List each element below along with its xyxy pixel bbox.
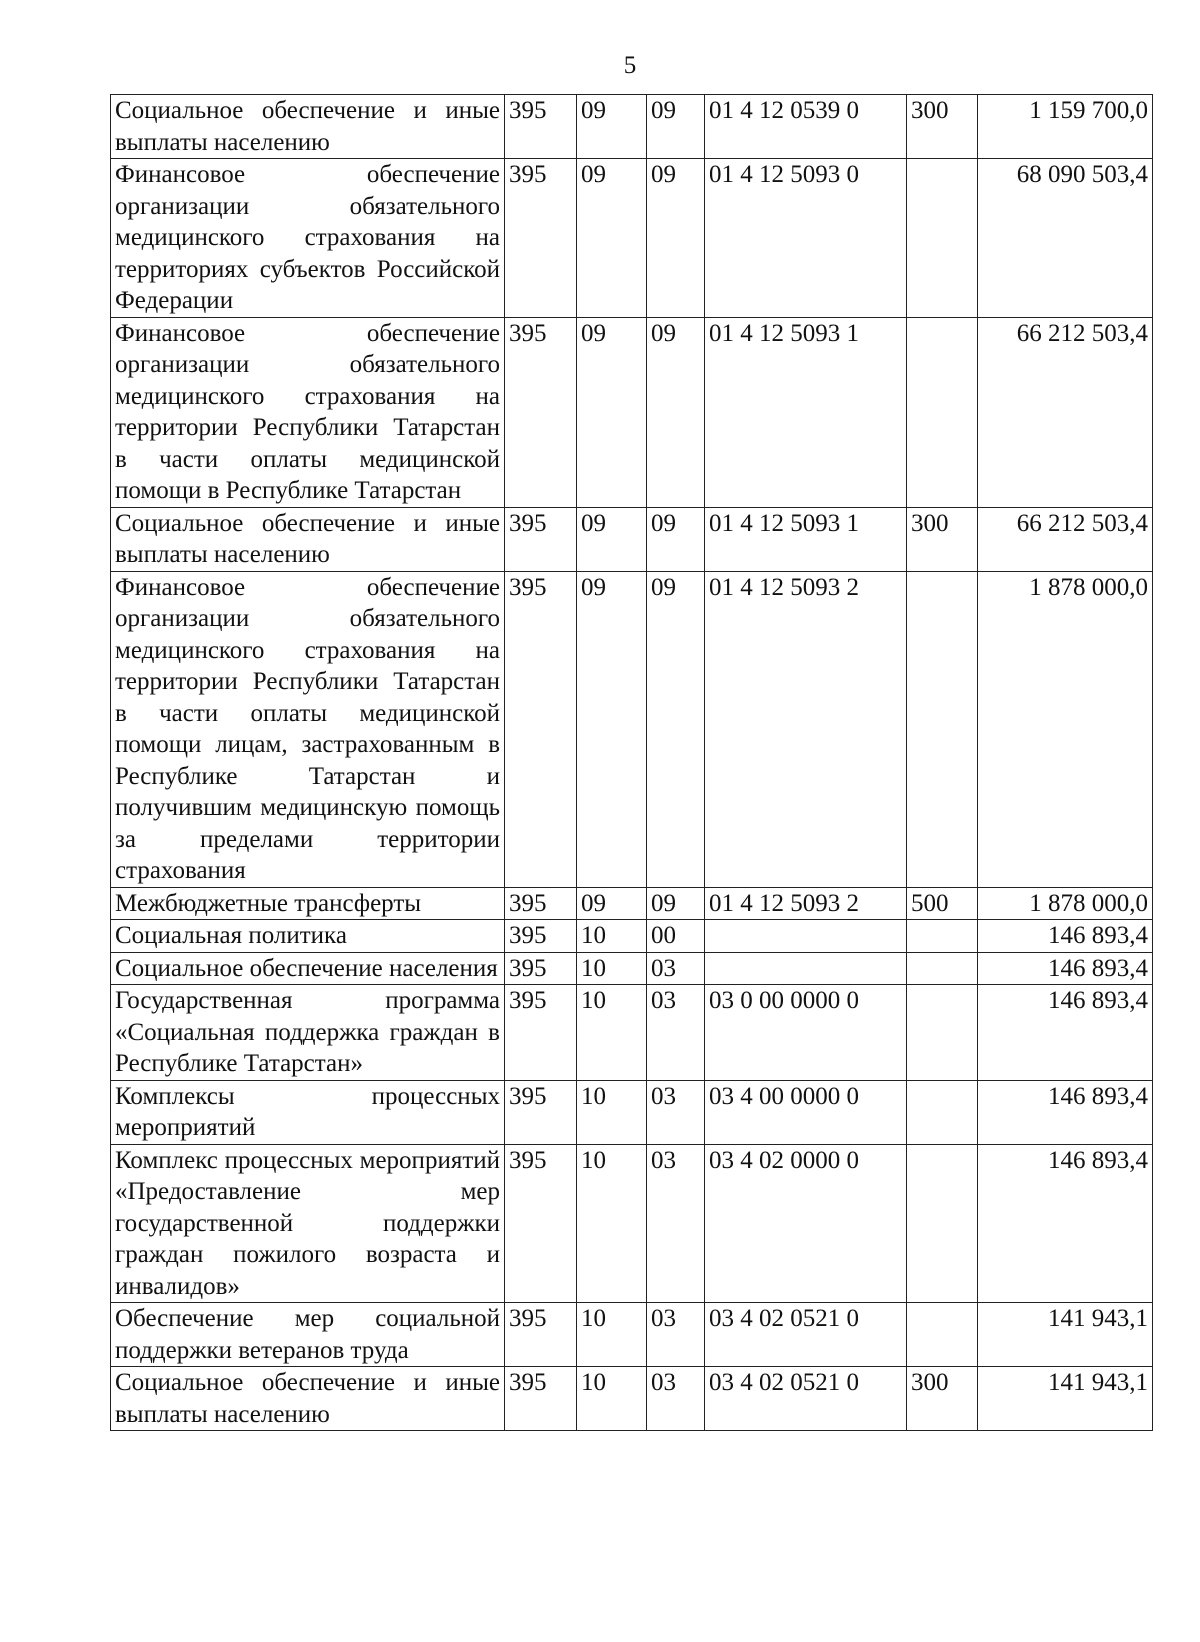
amount-cell: 146 893,4 [978, 1080, 1153, 1144]
ved-code-cell: 395 [505, 985, 577, 1081]
target-article-cell [705, 952, 907, 985]
expense-type-cell: 300 [907, 95, 978, 159]
subsection-code-cell: 09 [647, 887, 705, 920]
row-name-cell: Социальное обеспечение и иные выплаты населению [111, 1367, 505, 1431]
table-row [111, 1080, 1153, 1144]
subsection-code-cell: 09 [647, 571, 705, 887]
table-row [111, 571, 1153, 887]
amount-cell: 146 893,4 [978, 952, 1153, 985]
amount-cell: 1 159 700,0 [978, 95, 1153, 159]
table-body [111, 95, 1153, 1431]
amount-cell: 66 212 503,4 [978, 317, 1153, 507]
section-code-cell: 09 [577, 887, 647, 920]
row-name-cell: Комплексы процессных мероприятий [111, 1080, 505, 1144]
target-article-cell [705, 920, 907, 953]
target-article-cell: 01 4 12 5093 2 [705, 887, 907, 920]
expense-type-cell [907, 1080, 978, 1144]
amount-cell: 66 212 503,4 [978, 507, 1153, 571]
target-article-cell: 01 4 12 5093 0 [705, 159, 907, 318]
row-name-cell: Межбюджетные трансферты [111, 887, 505, 920]
ved-code-cell: 395 [505, 887, 577, 920]
expense-type-cell [907, 1303, 978, 1367]
ved-code-cell: 395 [505, 1367, 577, 1431]
target-article-cell: 03 4 02 0000 0 [705, 1144, 907, 1303]
amount-cell: 146 893,4 [978, 985, 1153, 1081]
subsection-code-cell: 09 [647, 95, 705, 159]
expense-type-cell [907, 952, 978, 985]
row-name-cell: Социальное обеспечение населения [111, 952, 505, 985]
row-name-cell: Обеспечение мер социальной поддержки ветеранов труда [111, 1303, 505, 1367]
subsection-code-cell: 09 [647, 507, 705, 571]
table-row [111, 985, 1153, 1081]
section-code-cell: 10 [577, 1367, 647, 1431]
expense-type-cell: 300 [907, 507, 978, 571]
section-code-cell: 09 [577, 95, 647, 159]
row-name-cell: Социальное обеспечение и иные выплаты населению [111, 507, 505, 571]
subsection-code-cell: 09 [647, 317, 705, 507]
table-row [111, 1367, 1153, 1431]
table-row [111, 920, 1153, 953]
expense-type-cell: 500 [907, 887, 978, 920]
ved-code-cell: 395 [505, 1303, 577, 1367]
expense-type-cell [907, 159, 978, 318]
table-row [111, 317, 1153, 507]
section-code-cell: 10 [577, 985, 647, 1081]
expense-type-cell: 300 [907, 1367, 978, 1431]
ved-code-cell: 395 [505, 920, 577, 953]
subsection-code-cell: 03 [647, 1080, 705, 1144]
row-name-cell: Финансовое обеспечение организации обязательного медицинского страхования на территориях субъектов Российской Федерации [111, 159, 505, 318]
section-code-cell: 10 [577, 1144, 647, 1303]
expense-type-cell [907, 1144, 978, 1303]
row-name-cell: Финансовое обеспечение организации обязательного медицинского страхования на территории Республики Татарстан в части оплаты медицинской помощи лицам, застрахованным в Республике Татарстан и получившим медицинскую помощь за пределами территории страхования [111, 571, 505, 887]
ved-code-cell: 395 [505, 507, 577, 571]
target-article-cell: 03 4 02 0521 0 [705, 1367, 907, 1431]
row-name-cell: Социальная политика [111, 920, 505, 953]
section-code-cell: 10 [577, 1303, 647, 1367]
subsection-code-cell: 03 [647, 1367, 705, 1431]
subsection-code-cell: 03 [647, 1303, 705, 1367]
ved-code-cell: 395 [505, 952, 577, 985]
amount-cell: 1 878 000,0 [978, 571, 1153, 887]
subsection-code-cell: 09 [647, 159, 705, 318]
ved-code-cell: 395 [505, 1144, 577, 1303]
target-article-cell: 03 4 02 0521 0 [705, 1303, 907, 1367]
amount-cell: 68 090 503,4 [978, 159, 1153, 318]
section-code-cell: 10 [577, 1080, 647, 1144]
row-name-cell: Комплекс процессных мероприятий «Предоставление мер государственной поддержки граждан пожилого возраста и инвалидов» [111, 1144, 505, 1303]
table-row [111, 95, 1153, 159]
section-code-cell: 09 [577, 317, 647, 507]
ved-code-cell: 395 [505, 159, 577, 318]
amount-cell: 1 878 000,0 [978, 887, 1153, 920]
section-code-cell: 09 [577, 571, 647, 887]
expense-type-cell [907, 985, 978, 1081]
target-article-cell: 01 4 12 0539 0 [705, 95, 907, 159]
row-name-cell: Финансовое обеспечение организации обязательного медицинского страхования на территории Республики Татарстан в части оплаты медицинской помощи в Республике Татарстан [111, 317, 505, 507]
expense-type-cell [907, 571, 978, 887]
amount-cell: 146 893,4 [978, 920, 1153, 953]
budget-table [110, 94, 1153, 1431]
amount-cell: 146 893,4 [978, 1144, 1153, 1303]
subsection-code-cell: 03 [647, 952, 705, 985]
table-row [111, 1303, 1153, 1367]
ved-code-cell: 395 [505, 571, 577, 887]
table-row [111, 507, 1153, 571]
page-number: 5 [623, 52, 637, 79]
table-row [111, 1144, 1153, 1303]
ved-code-cell: 395 [505, 317, 577, 507]
table-row [111, 159, 1153, 318]
subsection-code-cell: 03 [647, 985, 705, 1081]
section-code-cell: 10 [577, 920, 647, 953]
subsection-code-cell: 03 [647, 1144, 705, 1303]
section-code-cell: 10 [577, 952, 647, 985]
ved-code-cell: 395 [505, 95, 577, 159]
row-name-cell: Социальное обеспечение и иные выплаты населению [111, 95, 505, 159]
table-row [111, 952, 1153, 985]
target-article-cell: 01 4 12 5093 2 [705, 571, 907, 887]
ved-code-cell: 395 [505, 1080, 577, 1144]
expense-type-cell [907, 920, 978, 953]
amount-cell: 141 943,1 [978, 1303, 1153, 1367]
amount-cell: 141 943,1 [978, 1367, 1153, 1431]
target-article-cell: 03 4 00 0000 0 [705, 1080, 907, 1144]
table-row [111, 887, 1153, 920]
expense-type-cell [907, 317, 978, 507]
section-code-cell: 09 [577, 159, 647, 318]
subsection-code-cell: 00 [647, 920, 705, 953]
target-article-cell: 01 4 12 5093 1 [705, 317, 907, 507]
section-code-cell: 09 [577, 507, 647, 571]
target-article-cell: 01 4 12 5093 1 [705, 507, 907, 571]
target-article-cell: 03 0 00 0000 0 [705, 985, 907, 1081]
row-name-cell: Государственная программа «Социальная поддержка граждан в Республике Татарстан» [111, 985, 505, 1081]
